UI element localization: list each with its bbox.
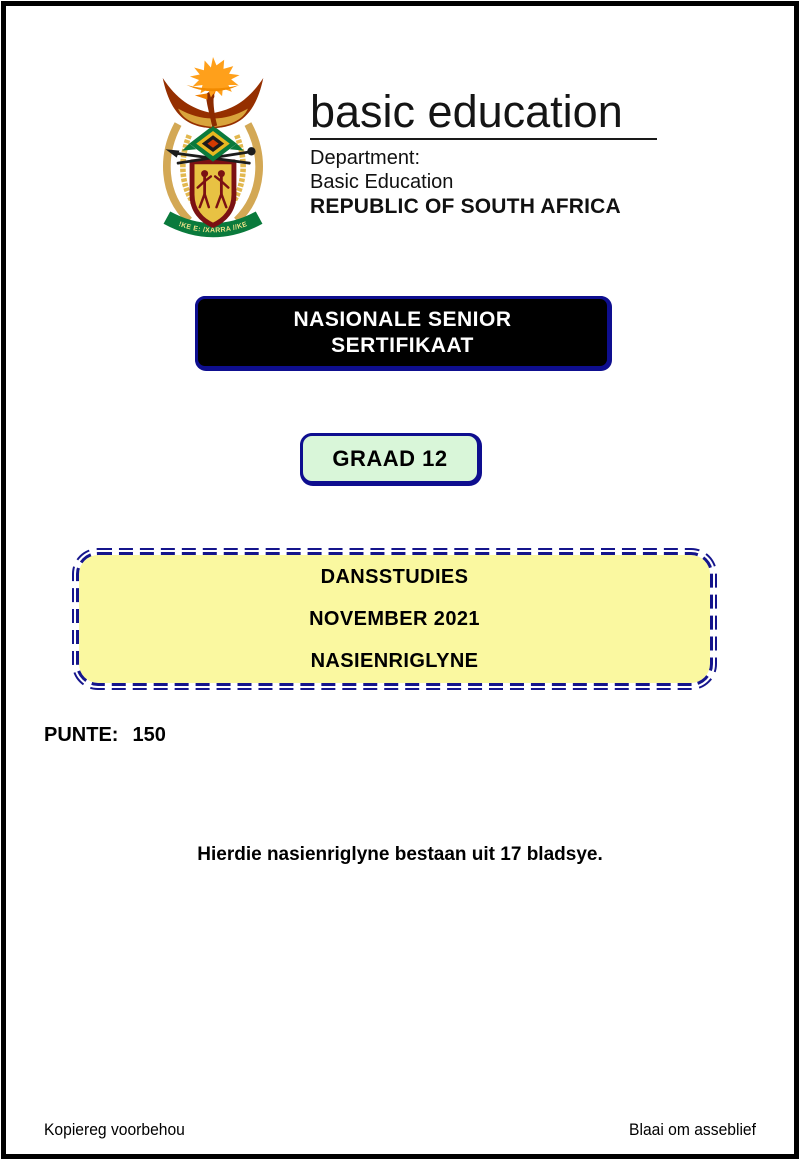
masthead bbox=[310, 88, 660, 219]
department-label: Department: bbox=[310, 147, 421, 169]
turn-over-notice: Blaai om asseblief bbox=[629, 1120, 756, 1139]
subject-name: DANSSTUDIES bbox=[320, 566, 469, 588]
coat-of-arms-logo bbox=[143, 57, 283, 240]
wordmark-divider bbox=[310, 138, 657, 140]
grade-box bbox=[300, 433, 480, 484]
page-count-note: Hierdie nasienriglyne bestaan uit 17 bladsye. bbox=[197, 844, 603, 865]
department-name: Basic Education bbox=[310, 171, 454, 193]
document-type: NASIENRIGLYNE bbox=[310, 650, 479, 672]
certificate-title-box bbox=[195, 296, 610, 369]
copyright-notice: Kopiereg voorbehou bbox=[44, 1120, 185, 1139]
sun-shape bbox=[186, 57, 239, 98]
emblem-motto-text: !KE E: /XARRA //KE bbox=[177, 220, 249, 235]
shield-shape bbox=[192, 162, 234, 226]
marks-row bbox=[44, 724, 166, 747]
marks-value: 150 bbox=[132, 724, 166, 746]
grade-label: GRAAD 12 bbox=[332, 445, 448, 471]
country-name: REPUBLIC OF SOUTH AFRICA bbox=[310, 195, 621, 218]
exam-session: NOVEMBER 2021 bbox=[309, 608, 480, 630]
certificate-title-line2: SERTIFIKAAT bbox=[331, 333, 474, 357]
subject-box bbox=[72, 548, 717, 690]
footer bbox=[44, 1120, 756, 1140]
marks-label: PUNTE: bbox=[44, 724, 119, 746]
wordmark: basic education bbox=[310, 86, 623, 137]
certificate-title-line1: NASIONALE SENIOR bbox=[293, 307, 512, 331]
